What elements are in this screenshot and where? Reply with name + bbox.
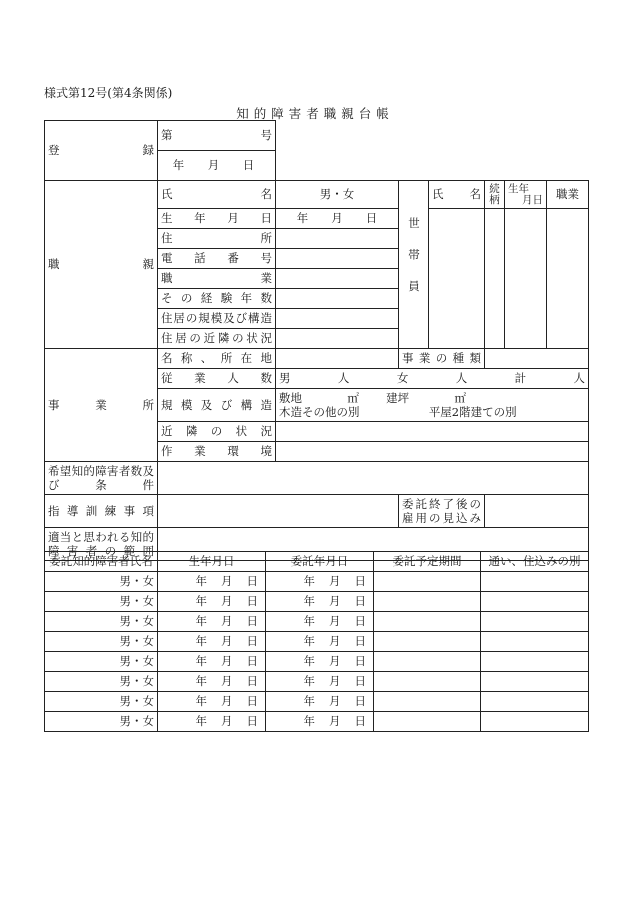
placement-birth-cell[interactable] bbox=[158, 692, 266, 712]
shokuoya-phone-value[interactable] bbox=[276, 249, 399, 269]
date-part-label: 月 bbox=[329, 694, 341, 708]
date-part-label: 年 bbox=[303, 614, 315, 628]
date-part-label: 日 bbox=[354, 674, 366, 688]
date-part-label: 月 bbox=[329, 594, 341, 608]
date-part-label: 月 bbox=[329, 714, 341, 728]
household-occupation-header: 職業 bbox=[547, 181, 589, 209]
placement-commission-date-cell[interactable] bbox=[266, 632, 374, 652]
business-name-location-value[interactable] bbox=[276, 349, 399, 369]
post-outlook-value[interactable] bbox=[485, 495, 589, 528]
date-part-label: 日 bbox=[246, 574, 258, 588]
placement-birth-cell[interactable] bbox=[158, 672, 266, 692]
employees-female-label: 女 bbox=[396, 371, 409, 385]
table-row bbox=[45, 672, 589, 692]
business-environment-label: 作業環境 bbox=[158, 442, 276, 462]
date-part-label: 年 bbox=[303, 714, 315, 728]
date-part-label: 日 bbox=[246, 634, 258, 648]
placement-commission-date-cell[interactable] bbox=[266, 572, 374, 592]
shokuoya-birth-value[interactable]: 年 月 日 bbox=[276, 209, 399, 229]
date-part-label: 日 bbox=[246, 714, 258, 728]
date-part-label: 年 bbox=[195, 574, 207, 588]
floor-unit: ㎡ bbox=[454, 391, 466, 405]
table-row bbox=[45, 652, 589, 672]
registration-date: 年 月 日 bbox=[172, 158, 261, 172]
post-outlook-label: 委託終了後の雇用の見込み bbox=[399, 495, 485, 528]
date-part-label: 年 bbox=[195, 594, 207, 608]
placement-commute-cell[interactable] bbox=[481, 672, 589, 692]
placement-period-cell[interactable] bbox=[374, 632, 481, 652]
placement-birth-cell[interactable] bbox=[158, 612, 266, 632]
registration-label: 登録 bbox=[45, 121, 158, 181]
date-part-label: 年 bbox=[195, 694, 207, 708]
placement-sex-cell[interactable]: 男・女 bbox=[45, 572, 158, 592]
date-part-label: 年 bbox=[195, 674, 207, 688]
business-type-label: 事業の種類 bbox=[399, 349, 485, 369]
placement-sex-cell[interactable]: 男・女 bbox=[45, 652, 158, 672]
page-title: 知的障害者職親台帳 bbox=[236, 106, 394, 121]
household-name-header: 氏名 bbox=[429, 181, 485, 209]
registration-number-prefix: 第 bbox=[161, 128, 173, 142]
business-scale-label: 規模及び構造 bbox=[158, 389, 276, 422]
placement-table bbox=[44, 551, 589, 732]
date-part-label: 年 bbox=[303, 634, 315, 648]
date-part-label: 日 bbox=[354, 654, 366, 668]
placement-header-period: 委託予定期間 bbox=[374, 552, 481, 572]
date-part-label: 年 bbox=[303, 674, 315, 688]
placement-commute-cell[interactable] bbox=[481, 612, 589, 632]
shokuoya-house-scale-value[interactable] bbox=[276, 309, 399, 329]
date-part-label: 月 bbox=[221, 614, 233, 628]
shokuoya-phone-label: 電話番号 bbox=[158, 249, 276, 269]
household-birth-header: 生年 月日 bbox=[505, 181, 547, 209]
date-part-label: 月 bbox=[221, 714, 233, 728]
structure-other-label: 木造その他の別 bbox=[279, 405, 360, 419]
household-occupation-cell[interactable] bbox=[547, 209, 589, 349]
placement-birth-cell[interactable] bbox=[158, 652, 266, 672]
date-part-label: 日 bbox=[354, 694, 366, 708]
placement-sex-cell[interactable]: 男・女 bbox=[45, 592, 158, 612]
date-part-label: 日 bbox=[246, 654, 258, 668]
date-part-label: 年 bbox=[303, 594, 315, 608]
business-employees-label: 従業人数 bbox=[158, 369, 276, 389]
shokuoya-address-label: 住所 bbox=[158, 229, 276, 249]
business-employees-value[interactable] bbox=[276, 369, 589, 389]
placement-period-cell[interactable] bbox=[374, 672, 481, 692]
placement-birth-cell[interactable] bbox=[158, 712, 266, 732]
placement-sex-cell[interactable]: 男・女 bbox=[45, 612, 158, 632]
placement-commission-date-cell[interactable] bbox=[266, 612, 374, 632]
form-number-label: 様式第12号(第4条関係) bbox=[44, 86, 173, 100]
training-value[interactable] bbox=[158, 495, 399, 528]
placement-sex-cell[interactable]: 男・女 bbox=[45, 692, 158, 712]
placement-period-cell[interactable] bbox=[374, 572, 481, 592]
shokuoya-name-label: 氏名 bbox=[158, 181, 276, 209]
shokuoya-occupation-label: 職業 bbox=[158, 269, 276, 289]
date-part-label: 日 bbox=[354, 594, 366, 608]
date-part-label: 年 bbox=[195, 634, 207, 648]
date-part-label: 月 bbox=[221, 674, 233, 688]
table-row bbox=[45, 592, 589, 612]
business-scale-value[interactable] bbox=[276, 389, 589, 422]
placement-commission-date-cell[interactable] bbox=[266, 592, 374, 612]
placement-commission-date-cell[interactable] bbox=[266, 712, 374, 732]
table-row bbox=[45, 712, 589, 732]
date-part-label: 日 bbox=[246, 694, 258, 708]
business-environment-value[interactable] bbox=[276, 442, 589, 462]
structure-flat-label: 平屋2階建ての別 bbox=[428, 405, 517, 419]
date-part-label: 年 bbox=[195, 714, 207, 728]
date-part-label: 年 bbox=[303, 574, 315, 588]
placement-sex-cell[interactable]: 男・女 bbox=[45, 632, 158, 652]
placement-header-birth: 生年月日 bbox=[158, 552, 266, 572]
date-part-label: 日 bbox=[246, 674, 258, 688]
placement-commission-date-cell[interactable] bbox=[266, 692, 374, 712]
date-part-label: 日 bbox=[354, 614, 366, 628]
date-part-label: 月 bbox=[329, 654, 341, 668]
shokuoya-neighborhood-label: 住居の近隣の状況 bbox=[158, 329, 276, 349]
employees-male-label: 男 bbox=[279, 371, 291, 385]
register-main-table bbox=[44, 120, 589, 561]
employees-female-unit: 人 bbox=[455, 371, 468, 385]
floor-label: 建坪 bbox=[386, 391, 410, 405]
business-name-location-label: 名称、所在地 bbox=[158, 349, 276, 369]
household-name-cell[interactable] bbox=[429, 209, 485, 349]
employees-male-unit: 人 bbox=[337, 371, 350, 385]
household-label: 世帯員 bbox=[399, 181, 429, 349]
date-part-label: 月 bbox=[329, 614, 341, 628]
placement-period-cell[interactable] bbox=[374, 652, 481, 672]
placement-commission-date-cell[interactable] bbox=[266, 652, 374, 672]
employees-total-unit: 人 bbox=[573, 371, 586, 385]
shokuoya-address-value[interactable] bbox=[276, 229, 399, 249]
date-part-label: 日 bbox=[246, 614, 258, 628]
suitable-range-label: 適当と思われる知的障害者の範囲 bbox=[45, 528, 158, 561]
household-relation-cell[interactable] bbox=[485, 209, 505, 349]
date-part-label: 日 bbox=[354, 714, 366, 728]
registration-number-cell[interactable] bbox=[158, 121, 276, 151]
desired-count-label: 希望知的障害者数及び条件 bbox=[45, 462, 158, 495]
business-neighborhood-label: 近隣の状況 bbox=[158, 422, 276, 442]
shokuoya-house-scale-label: 住居の規模及び構造 bbox=[158, 309, 276, 329]
date-part-label: 月 bbox=[329, 634, 341, 648]
date-part-label: 月 bbox=[221, 574, 233, 588]
date-part-label: 月 bbox=[221, 654, 233, 668]
placement-commute-cell[interactable] bbox=[481, 712, 589, 732]
date-part-label: 月 bbox=[221, 594, 233, 608]
placement-commute-cell[interactable] bbox=[481, 572, 589, 592]
shokuoya-label: 職親 bbox=[45, 181, 158, 349]
registration-date-cell[interactable] bbox=[158, 151, 276, 181]
registration-number-suffix: 号 bbox=[260, 128, 272, 142]
placement-commute-cell[interactable] bbox=[481, 632, 589, 652]
placement-sex-cell[interactable]: 男・女 bbox=[45, 712, 158, 732]
business-type-value[interactable] bbox=[485, 349, 589, 369]
placement-commute-cell[interactable] bbox=[481, 692, 589, 712]
date-part-label: 月 bbox=[221, 634, 233, 648]
date-part-label: 月 bbox=[329, 574, 341, 588]
placement-period-cell[interactable] bbox=[374, 692, 481, 712]
table-row bbox=[45, 692, 589, 712]
placement-header-commute: 通い、住込みの別 bbox=[481, 552, 589, 572]
date-part-label: 年 bbox=[195, 654, 207, 668]
placement-period-cell[interactable] bbox=[374, 712, 481, 732]
table-row bbox=[45, 612, 589, 632]
date-part-label: 日 bbox=[354, 574, 366, 588]
shokuoya-neighborhood-value[interactable] bbox=[276, 329, 399, 349]
shokuoya-experience-value[interactable] bbox=[276, 289, 399, 309]
shokuoya-birth-label: 生年月日 bbox=[158, 209, 276, 229]
placement-birth-cell[interactable] bbox=[158, 572, 266, 592]
site-unit: ㎡ bbox=[347, 391, 359, 405]
training-label: 指導訓練事項 bbox=[45, 495, 158, 528]
date-part-label: 日 bbox=[354, 634, 366, 648]
shokuoya-occupation-value[interactable] bbox=[276, 269, 399, 289]
date-part-label: 日 bbox=[246, 594, 258, 608]
placement-commute-cell[interactable] bbox=[481, 652, 589, 672]
desired-count-value[interactable] bbox=[158, 462, 589, 495]
placement-header-name: 委託知的障害者氏名 bbox=[45, 552, 158, 572]
placement-commute-cell[interactable] bbox=[481, 592, 589, 612]
placement-header-commission-date: 委託年月日 bbox=[266, 552, 374, 572]
business-neighborhood-value[interactable] bbox=[276, 422, 589, 442]
placement-period-cell[interactable] bbox=[374, 592, 481, 612]
date-part-label: 月 bbox=[329, 674, 341, 688]
placement-commission-date-cell[interactable] bbox=[266, 672, 374, 692]
date-part-label: 月 bbox=[221, 694, 233, 708]
employees-total-label: 計 bbox=[514, 371, 527, 385]
shokuoya-sex[interactable]: 男・女 bbox=[276, 181, 399, 209]
date-part-label: 年 bbox=[303, 654, 315, 668]
placement-sex-cell[interactable]: 男・女 bbox=[45, 672, 158, 692]
placement-period-cell[interactable] bbox=[374, 612, 481, 632]
household-birth-cell[interactable] bbox=[505, 209, 547, 349]
date-part-label: 年 bbox=[303, 694, 315, 708]
site-label: 敷地 bbox=[279, 391, 302, 405]
household-relation-header: 続柄 bbox=[485, 181, 505, 209]
date-part-label: 年 bbox=[195, 614, 207, 628]
table-row bbox=[45, 572, 589, 592]
shokuoya-experience-label: その経験年数 bbox=[158, 289, 276, 309]
placement-birth-cell[interactable] bbox=[158, 632, 266, 652]
table-row bbox=[45, 632, 589, 652]
placement-birth-cell[interactable] bbox=[158, 592, 266, 612]
business-label: 事業所 bbox=[45, 349, 158, 462]
